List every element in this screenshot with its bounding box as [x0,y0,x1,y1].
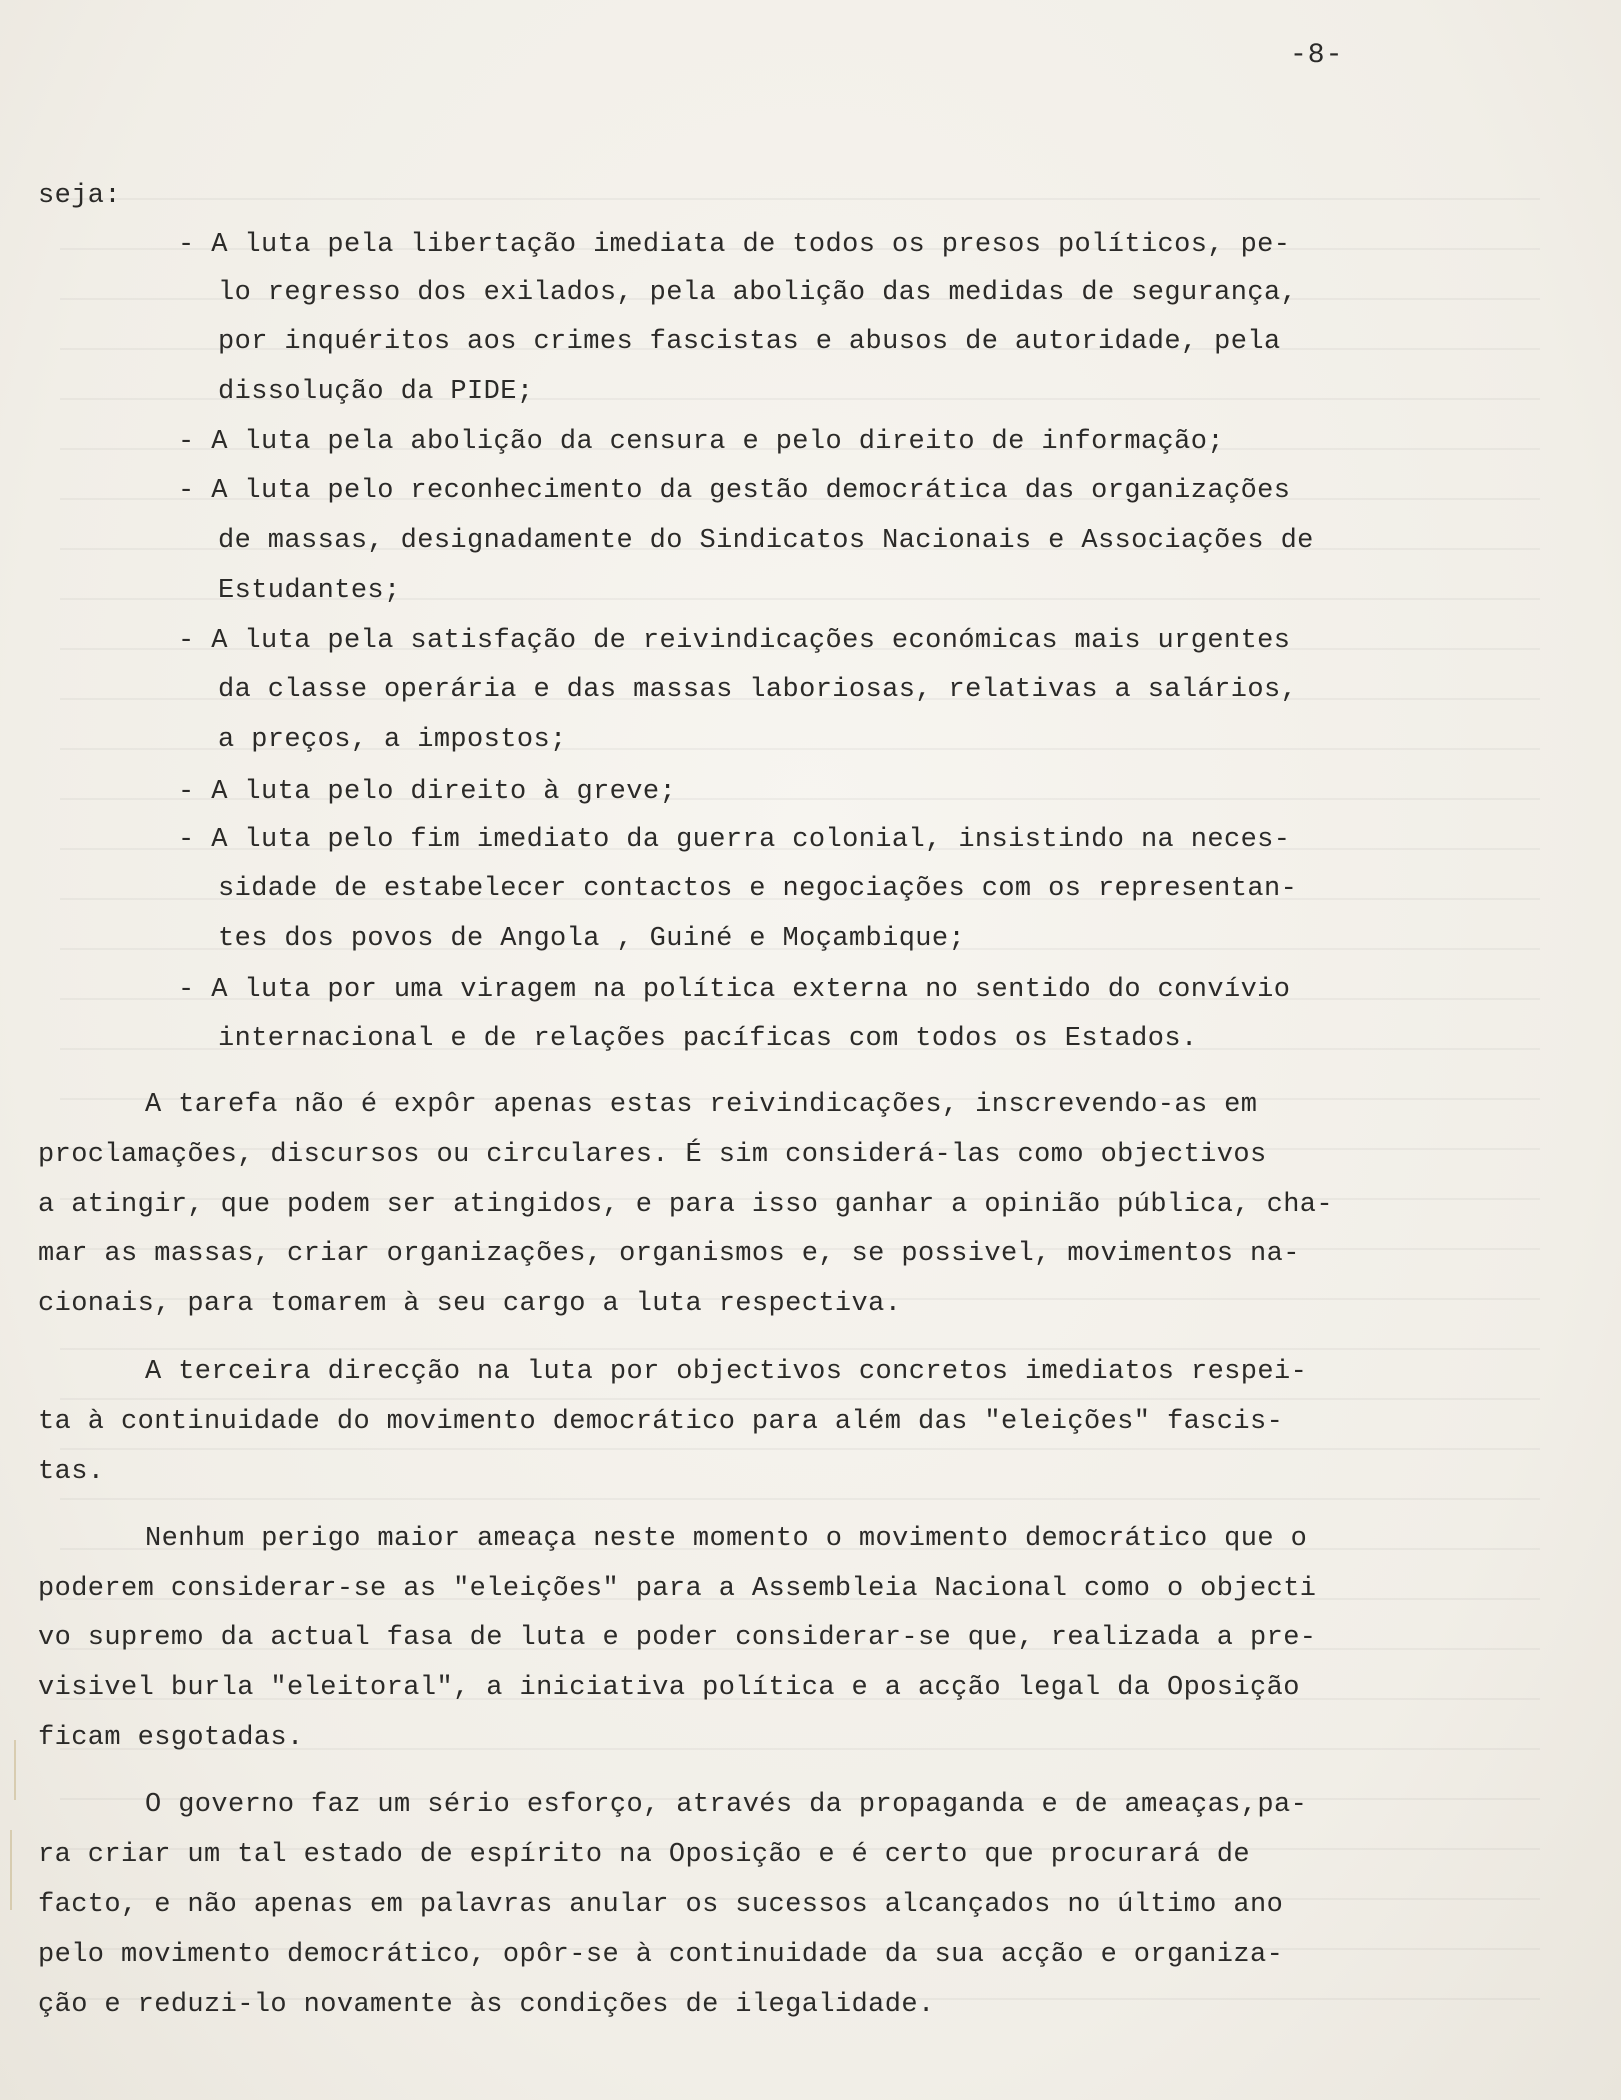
list-item-line: a preços, a impostos; [218,725,567,755]
paragraph-line: cionais, para tomarem à seu cargo a luta respectiva. [38,1289,902,1319]
paragraph-line: ficam esgotadas. [38,1723,304,1753]
list-item-line: sidade de estabelecer contactos e negociações com os representan- [218,874,1298,904]
paragraph-line: ção e reduzi-lo novamente às condições de ilegalidade. [38,1990,935,2020]
paragraph-line: O governo faz um sério esforço, através da propaganda e de ameaças,pa- [145,1790,1308,1820]
list-item-line: da classe operária e das massas laboriosas, relativas a salários, [218,675,1298,705]
list-item-line: Estudantes; [218,576,401,606]
list-item-line: dissolução da PIDE; [218,377,534,407]
paragraph-line: proclamações, discursos ou circulares. É sim considerá-las como objectivos [38,1140,1267,1170]
list-item-line: internacional e de relações pacíficas com todos os Estados. [218,1024,1198,1054]
page-number: -8- [1290,40,1344,71]
paragraph-line: Nenhum perigo maior ameaça neste momento o movimento democrático que o [145,1524,1308,1554]
list-item-line: - A luta pela satisfação de reivindicações económicas mais urgentes [178,626,1291,656]
paragraph-line: poderem considerar-se as "eleições" para a Assembleia Nacional como o objecti [38,1574,1317,1604]
margin-mark [14,1740,16,1800]
paragraph-line: A tarefa não é expôr apenas estas reivindicações, inscrevendo-as em [145,1090,1258,1120]
list-item-line: tes dos povos de Angola , Guiné e Moçambique; [218,924,966,954]
paragraph-line: visivel burla "eleitoral", a iniciativa política e a acção legal da Oposição [38,1673,1300,1703]
paragraph-line: A terceira direcção na luta por objectivos concretos imediatos respei- [145,1357,1308,1387]
list-item-line: por inquéritos aos crimes fascistas e abusos de autoridade, pela [218,327,1281,357]
paragraph-line: pelo movimento democrático, opôr-se à continuidade da sua acção e organiza- [38,1940,1284,1970]
list-item-line: - A luta pela abolição da censura e pelo direito de informação; [178,427,1224,457]
list-item-line: de massas, designadamente do Sindicatos Nacionais e Associações de [218,526,1314,556]
list-item-line: - A luta pela libertação imediata de todos os presos políticos, pe- [178,230,1291,260]
list-item-line: - A luta por uma viragem na política externa no sentido do convívio [178,975,1291,1005]
paragraph-line: facto, e não apenas em palavras anular os sucessos alcançados no último ano [38,1890,1284,1920]
list-item-line: - A luta pelo fim imediato da guerra colonial, insistindo na neces- [178,825,1291,855]
text-line: seja: [38,181,122,211]
list-item-line: - A luta pelo direito à greve; [178,777,677,807]
paragraph-line: tas. [38,1457,105,1487]
margin-mark [10,1830,12,1910]
paragraph-line: ra criar um tal estado de espírito na Oposição e é certo que procurará de [38,1840,1250,1870]
paragraph-line: ta à continuidade do movimento democrático para além das "eleições" fascis- [38,1407,1284,1437]
paragraph-line: vo supremo da actual fasa de luta e poder considerar-se que, realizada a pre- [38,1623,1317,1653]
list-item-line: lo regresso dos exilados, pela abolição das medidas de segurança, [218,278,1298,308]
paragraph-line: mar as massas, criar organizações, organismos e, se possivel, movimentos na- [38,1239,1300,1269]
list-item-line: - A luta pelo reconhecimento da gestão democrática das organizações [178,476,1291,506]
paragraph-line: a atingir, que podem ser atingidos, e para isso ganhar a opinião pública, cha- [38,1190,1334,1220]
